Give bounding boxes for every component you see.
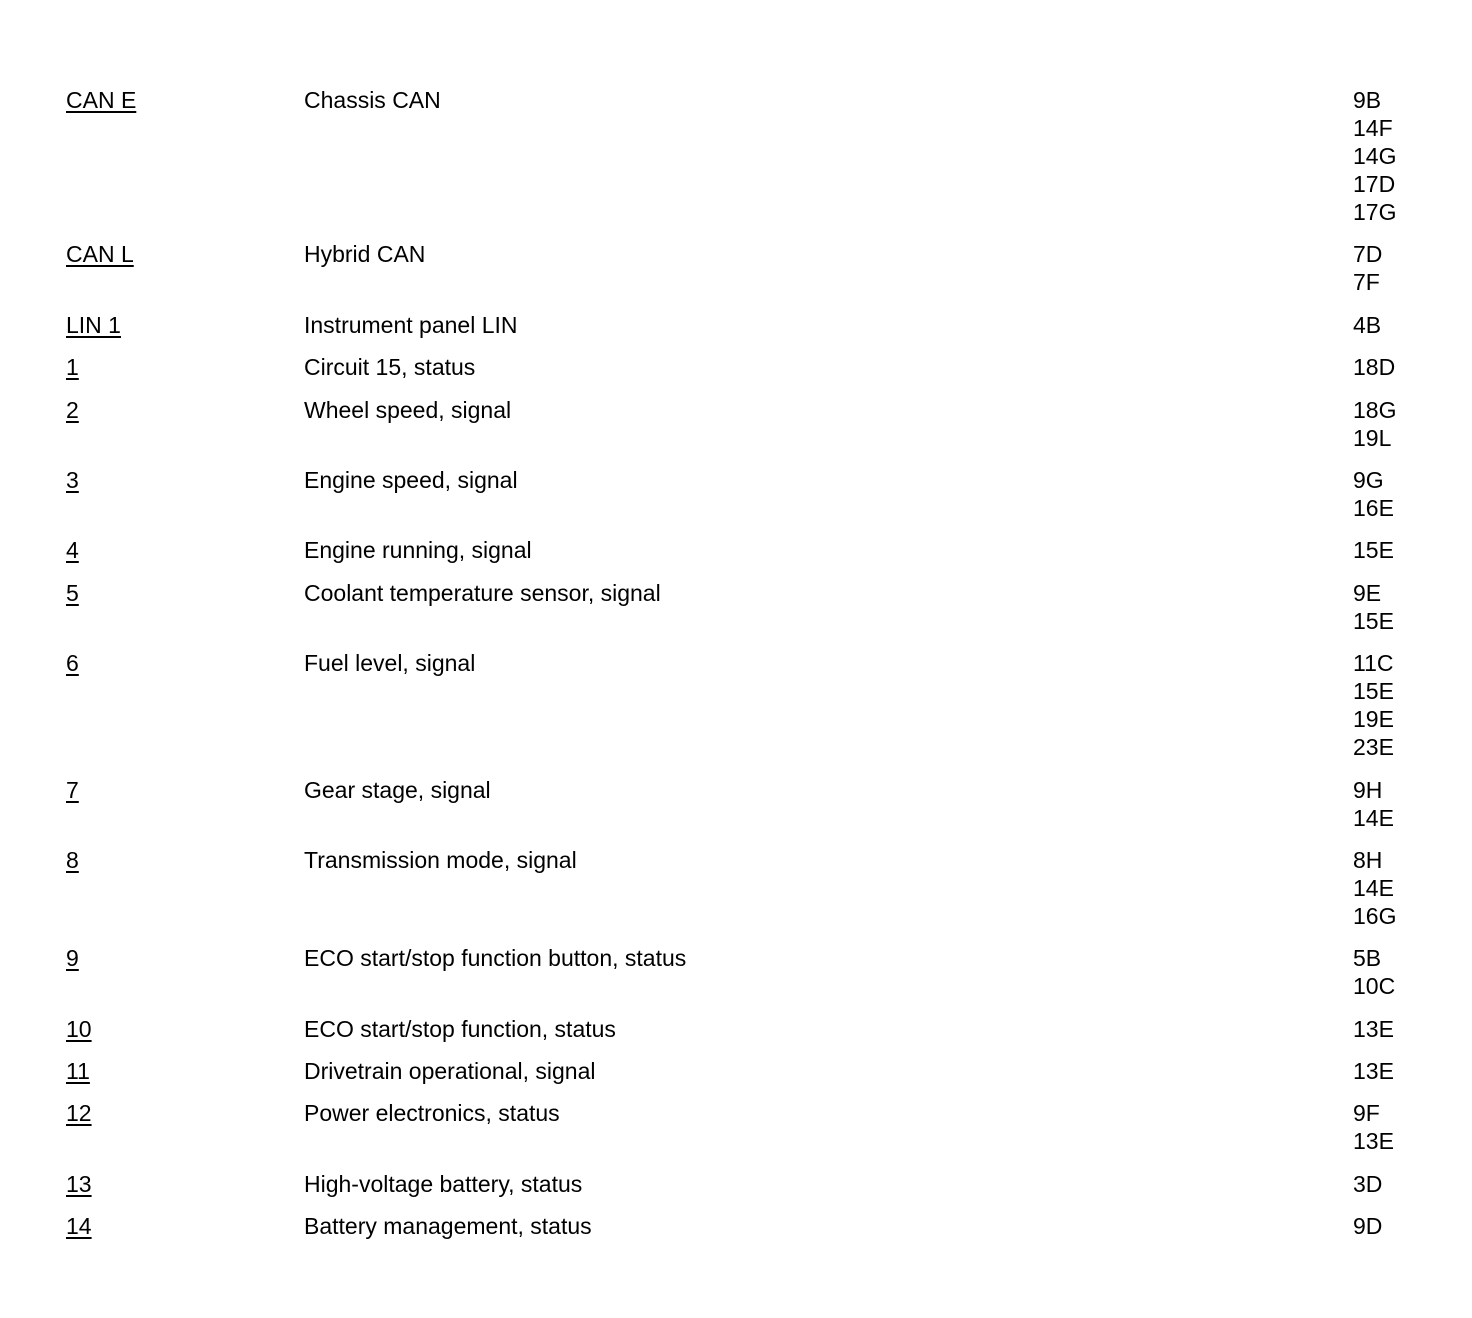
grid-reference: 17G xyxy=(1353,199,1397,225)
signal-code-link[interactable]: CAN L xyxy=(66,241,134,268)
signal-row xyxy=(66,536,1416,564)
grid-reference: 19E xyxy=(1353,706,1394,733)
signal-row xyxy=(66,1015,1416,1043)
signal-description: Drivetrain operational, signal xyxy=(304,1058,596,1085)
signal-code-link[interactable]: 12 xyxy=(66,1100,92,1127)
signal-row xyxy=(66,1057,1416,1085)
signal-row xyxy=(66,396,1416,452)
signal-description: ECO start/stop function button, status xyxy=(304,945,687,972)
signal-code-link[interactable]: 2 xyxy=(66,396,79,423)
grid-reference: 10C xyxy=(1353,973,1396,1000)
grid-reference-list xyxy=(1353,353,1395,381)
grid-reference-list xyxy=(1353,649,1394,761)
grid-reference-list xyxy=(1353,536,1394,564)
grid-reference: 9F xyxy=(1353,1100,1380,1127)
signal-row xyxy=(66,944,1416,1000)
signal-code-link[interactable]: 3 xyxy=(66,466,79,493)
signal-row xyxy=(66,86,1416,226)
grid-reference-list xyxy=(1353,1212,1382,1240)
grid-reference-list xyxy=(1353,396,1396,452)
signal-row xyxy=(66,579,1416,635)
grid-reference: 16E xyxy=(1353,494,1394,521)
grid-reference-list xyxy=(1353,240,1382,296)
signal-row xyxy=(66,240,1416,296)
grid-reference: 9E xyxy=(1353,579,1382,606)
grid-reference-list xyxy=(1353,846,1396,930)
signal-row xyxy=(66,846,1416,930)
grid-reference-list xyxy=(1353,1099,1394,1155)
signal-description: Engine running, signal xyxy=(304,537,532,564)
signal-row xyxy=(66,649,1416,761)
grid-reference: 17D xyxy=(1353,171,1396,197)
grid-reference-list xyxy=(1353,1057,1394,1085)
grid-reference: 14G xyxy=(1353,143,1397,169)
signal-code-link[interactable]: 5 xyxy=(66,579,79,606)
grid-reference-list xyxy=(1353,776,1394,832)
grid-reference: 8H xyxy=(1353,846,1383,873)
signal-code-link[interactable]: 6 xyxy=(66,650,79,677)
signal-code-link[interactable]: 10 xyxy=(66,1015,92,1042)
grid-reference: 18D xyxy=(1353,354,1396,381)
grid-reference: 9D xyxy=(1353,1213,1383,1240)
grid-reference: 13E xyxy=(1353,1128,1394,1155)
grid-reference: 11C xyxy=(1353,650,1394,677)
signal-row xyxy=(66,1099,1416,1155)
grid-reference: 4B xyxy=(1353,311,1382,338)
grid-reference: 18G xyxy=(1353,396,1397,423)
signal-code-link[interactable]: 4 xyxy=(66,537,79,564)
signal-description: High-voltage battery, status xyxy=(304,1170,583,1197)
signal-code-link[interactable]: 13 xyxy=(66,1170,92,1197)
signal-description: Fuel level, signal xyxy=(304,650,476,677)
signal-description: Hybrid CAN xyxy=(304,241,426,268)
signal-description: Transmission mode, signal xyxy=(304,846,577,873)
signal-description: Engine speed, signal xyxy=(304,466,518,493)
grid-reference: 23E xyxy=(1353,734,1394,761)
signal-list xyxy=(66,86,1416,1255)
signal-description: ECO start/stop function, status xyxy=(304,1015,616,1042)
signal-description: Battery management, status xyxy=(304,1213,592,1240)
signal-description: Coolant temperature sensor, signal xyxy=(304,579,661,606)
grid-reference: 14E xyxy=(1353,874,1394,901)
signal-code-link[interactable]: 1 xyxy=(66,354,79,381)
signal-description: Gear stage, signal xyxy=(304,776,491,803)
grid-reference: 13E xyxy=(1353,1058,1394,1085)
signal-row xyxy=(66,311,1416,339)
grid-reference-list xyxy=(1353,466,1394,522)
grid-reference-list xyxy=(1353,86,1396,226)
signal-code-link[interactable]: 11 xyxy=(66,1058,90,1085)
signal-row xyxy=(66,466,1416,522)
grid-reference: 15E xyxy=(1353,678,1394,705)
signal-row xyxy=(66,1170,1416,1198)
grid-reference: 7D xyxy=(1353,241,1383,268)
signal-description: Instrument panel LIN xyxy=(304,311,518,338)
grid-reference: 13E xyxy=(1353,1015,1394,1042)
signal-code-link[interactable]: 8 xyxy=(66,846,79,873)
grid-reference: 9H xyxy=(1353,776,1383,803)
grid-reference: 9B xyxy=(1353,87,1382,113)
grid-reference: 16G xyxy=(1353,902,1397,929)
signal-code-link[interactable]: CAN E xyxy=(66,87,137,113)
grid-reference: 7F xyxy=(1353,269,1380,296)
grid-reference-list xyxy=(1353,1170,1382,1198)
grid-reference: 19L xyxy=(1353,424,1392,451)
grid-reference-list xyxy=(1353,1015,1394,1043)
signal-description: Circuit 15, status xyxy=(304,354,476,381)
signal-code-link[interactable]: 9 xyxy=(66,945,79,972)
grid-reference: 9G xyxy=(1353,466,1384,493)
grid-reference: 5B xyxy=(1353,945,1382,972)
signal-code-link[interactable]: 14 xyxy=(66,1213,92,1240)
signal-row xyxy=(66,353,1416,381)
grid-reference: 14E xyxy=(1353,804,1394,831)
grid-reference-list xyxy=(1353,944,1395,1000)
signal-row xyxy=(66,1212,1416,1240)
signal-description: Chassis CAN xyxy=(304,87,441,113)
grid-reference: 15E xyxy=(1353,607,1394,634)
signal-description: Wheel speed, signal xyxy=(304,396,512,423)
signal-description: Power electronics, status xyxy=(304,1100,560,1127)
signal-code-link[interactable]: 7 xyxy=(66,776,79,803)
grid-reference: 14F xyxy=(1353,115,1393,141)
grid-reference: 15E xyxy=(1353,537,1394,564)
grid-reference-list xyxy=(1353,311,1381,339)
grid-reference: 3D xyxy=(1353,1170,1383,1197)
signal-code-link[interactable]: LIN 1 xyxy=(66,311,121,338)
grid-reference-list xyxy=(1353,579,1394,635)
signal-row xyxy=(66,776,1416,832)
